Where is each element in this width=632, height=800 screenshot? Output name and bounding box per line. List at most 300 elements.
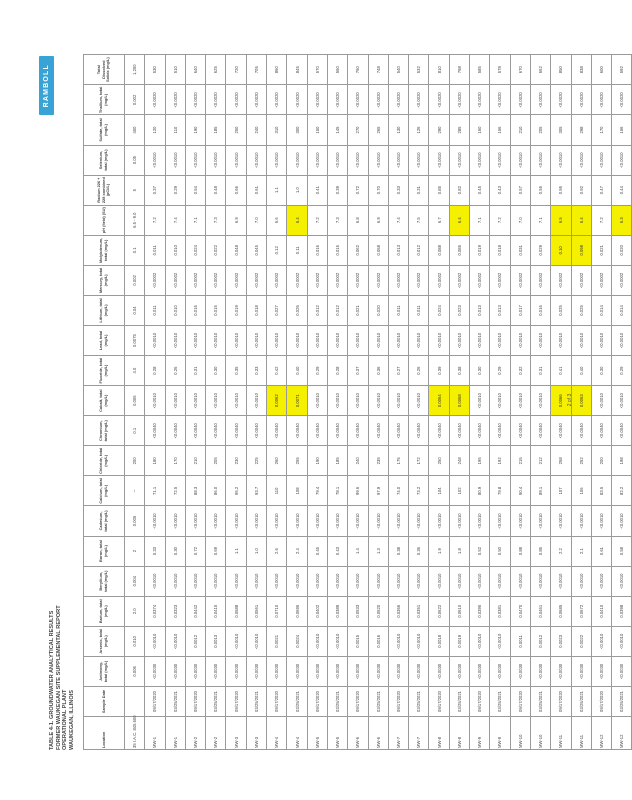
column-header: Lithium, total (mg/L): [84, 295, 125, 325]
table-cell: 6.9: [368, 205, 388, 235]
table-cell: <0.0010: [571, 145, 591, 175]
table-cell: <0.0010: [287, 566, 307, 596]
table-cell: 09/17/2020: [551, 686, 571, 716]
table-cell: 0.0075: [125, 325, 145, 355]
table-cell: 1,200: [125, 55, 145, 85]
table-cell: 250: [226, 115, 246, 145]
table-cell: 748: [368, 55, 388, 85]
table-cell: 0.026: [287, 295, 307, 325]
table-cell: 0.0410: [591, 596, 611, 626]
table-cell: 145: [327, 115, 347, 145]
table-cell: 0.022: [206, 235, 226, 265]
table-cell: 0.31: [185, 356, 205, 386]
table-cell: 190: [185, 115, 205, 145]
table-cell: 205: [206, 446, 226, 476]
table-cell: 0.32: [510, 356, 530, 386]
table-row: [429, 55, 449, 750]
table-cell: MW-5: [307, 717, 327, 750]
table-cell: 0.018: [490, 235, 510, 265]
table-cell: 0.088: [429, 235, 449, 265]
table-cell: 09/17/2020: [591, 686, 611, 716]
table-cell: <0.0040: [246, 416, 266, 446]
table-cell: 0.025: [551, 295, 571, 325]
table-cell: 0.0063: [571, 386, 591, 416]
table-cell: 0.38: [449, 356, 469, 386]
table-cell: <0.0030: [612, 656, 632, 686]
title-line: FORMER WAUKEGAN SITE SUPPLEMENTAL REPORT: [55, 605, 62, 750]
table-cell: <0.0020: [165, 85, 185, 115]
column-header: Arsenic, total (mg/L): [84, 626, 125, 656]
table-cell: <0.0010: [490, 325, 510, 355]
table-title-block: [49, 605, 75, 750]
table-cell: <0.0040: [307, 416, 327, 446]
table-cell: <0.0020: [206, 85, 226, 115]
table-cell: 120: [145, 115, 165, 145]
table-cell: 0.0011: [510, 626, 530, 656]
table-cell: 0.58: [612, 536, 632, 566]
table-cell: <0.0010: [571, 506, 591, 536]
table-cell: <0.0010: [206, 566, 226, 596]
table-cell: 0.0610: [449, 596, 469, 626]
table-cell: <0.0040: [185, 416, 205, 446]
table-cell: 72.5: [165, 476, 185, 506]
table-cell: 0.011: [145, 295, 165, 325]
table-cell: <0.0002: [388, 265, 408, 295]
table-cell: 0.45: [307, 536, 327, 566]
table-cell: <0.0010: [510, 325, 530, 355]
table-cell: <0.0010: [206, 145, 226, 175]
table-cell: <0.0040: [368, 416, 388, 446]
table-cell: 6.4: [287, 205, 307, 235]
table-cell: <0.0010: [470, 145, 490, 175]
table-cell: <0.0010: [612, 386, 632, 416]
table-row: [368, 55, 388, 750]
table-cell: 0.48: [206, 175, 226, 205]
table-cell: 0.005: [125, 506, 145, 536]
table-cell: 0.12: [267, 235, 287, 265]
table-cell: 6.3: [612, 205, 632, 235]
table-cell: 172: [409, 446, 429, 476]
table-cell: <0.0010: [348, 506, 368, 536]
table-row: [307, 55, 327, 750]
table-cell: <0.0002: [429, 265, 449, 295]
table-cell: 0.019: [470, 235, 490, 265]
table-cell: 600: [591, 55, 611, 85]
table-cell: <0.0010: [165, 506, 185, 536]
table-cell: 0.0071: [287, 386, 307, 416]
table-cell: 0.1: [125, 235, 145, 265]
table-cell: 0.0561: [246, 596, 266, 626]
table-cell: 0.0520: [368, 596, 388, 626]
table-cell: <0.0010: [368, 506, 388, 536]
table-cell: <0.0010: [510, 386, 530, 416]
table-cell: 192: [490, 446, 510, 476]
table-cell: 170: [591, 115, 611, 145]
table-cell: <0.0002: [368, 265, 388, 295]
table-cell: <0.0010: [530, 145, 550, 175]
table-cell: MW-11: [551, 717, 571, 750]
table-cell: 560: [327, 55, 347, 85]
table-cell: 300: [287, 115, 307, 145]
table-cell: <0.0010: [551, 325, 571, 355]
table-cell: 0.098: [571, 235, 591, 265]
column-header: Thallium, total (mg/L): [84, 85, 125, 115]
table-cell: 170: [165, 446, 185, 476]
table-cell: 0.085: [449, 235, 469, 265]
table-cell: 2.0: [125, 596, 145, 626]
table-cell: 0.010: [165, 235, 185, 265]
table-cell: <0.0010: [206, 325, 226, 355]
table-cell: <0.0002: [530, 265, 550, 295]
table-cell: 0.33: [388, 175, 408, 205]
column-header: Calcium, total (mg/L): [84, 476, 125, 506]
table-cell: <0.0010: [145, 325, 165, 355]
table-cell: 0.31: [409, 175, 429, 205]
title-line: OPERATIONAL PLANT: [62, 689, 69, 750]
table-cell: 0.014: [612, 295, 632, 325]
table-cell: 0.012: [307, 295, 327, 325]
table-cell: <0.0002: [348, 265, 368, 295]
table-cell: 7.0: [246, 205, 266, 235]
table-cell: 78.1: [327, 476, 347, 506]
table-cell: 2.4: [287, 536, 307, 566]
table-cell: 156: [490, 115, 510, 145]
table-cell: <0.0020: [409, 85, 429, 115]
table-cell: <0.0020: [551, 85, 571, 115]
table-cell: 108: [287, 476, 307, 506]
table-cell: 1.0: [287, 175, 307, 205]
table-cell: 0.57: [510, 175, 530, 205]
table-cell: 0.36: [409, 536, 429, 566]
table-cell: <0.0010: [267, 325, 287, 355]
table-cell: 35 I.A.C. 845.600: [125, 717, 145, 750]
table-cell: <0.0030: [449, 656, 469, 686]
table-cell: <0.0040: [287, 416, 307, 446]
table-cell: 89.1: [530, 476, 550, 506]
table-cell: <0.0010: [185, 386, 205, 416]
table-row: [530, 55, 550, 750]
table-cell: <0.0010: [327, 325, 347, 355]
table-cell: <0.0040: [206, 416, 226, 446]
table-cell: <0.0010: [612, 566, 632, 596]
table-row: [470, 55, 490, 750]
table-cell: <0.0010: [409, 506, 429, 536]
table-cell: <0.0002: [206, 265, 226, 295]
table-cell: <0.0010: [165, 386, 185, 416]
table-cell: 0.55: [530, 175, 550, 205]
table-cell: 0.0402: [307, 596, 327, 626]
table-cell: 0.0015: [348, 626, 368, 656]
table-cell: <0.0010: [388, 626, 408, 656]
table-cell: 2.1: [571, 536, 591, 566]
table-cell: 305: [551, 115, 571, 145]
table-cell: 09/17/2020: [470, 686, 490, 716]
table-cell: <0.0002: [246, 265, 266, 295]
table-cell: <0.0010: [145, 566, 165, 596]
table-cell: <0.0030: [327, 656, 347, 686]
table-cell: <0.0010: [307, 506, 327, 536]
table-row: [510, 55, 530, 750]
table-cell: <0.0030: [368, 656, 388, 686]
table-cell: 0.29: [612, 356, 632, 386]
table-cell: <0.0030: [267, 656, 287, 686]
table-cell: 185: [206, 115, 226, 145]
table-cell: <0.0010: [246, 325, 266, 355]
title-line: WAUKEGAN, ILLINOIS: [68, 690, 75, 750]
table-cell: <0.0010: [449, 145, 469, 175]
table-cell: <0.0010: [165, 626, 185, 656]
table-cell: <0.0010: [348, 325, 368, 355]
column-header: pH (field) (SU): [84, 205, 125, 235]
ramboll-logo: RAMBOLL: [39, 56, 54, 115]
table-cell: 0.013: [490, 295, 510, 325]
table-cell: MW-9: [470, 717, 490, 750]
column-header: Chromium, total (mg/L): [84, 416, 125, 446]
table-cell: 6.4: [571, 205, 591, 235]
table-cell: 0.61: [246, 175, 266, 205]
groundwater-results-table: [83, 54, 632, 750]
table-cell: <0.0010: [470, 566, 490, 596]
table-cell: MW-1: [145, 717, 165, 750]
table-cell: 0.015: [327, 235, 347, 265]
table-cell: 248: [449, 446, 469, 476]
table-cell: <0.0010: [327, 506, 347, 536]
table-cell: 212: [530, 446, 550, 476]
table-cell: <0.0010: [530, 566, 550, 596]
table-cell: <0.0010: [510, 145, 530, 175]
table-cell: 0.33: [145, 536, 165, 566]
table-cell: <0.0010: [409, 145, 429, 175]
table-cell: 104: [429, 476, 449, 506]
table-cell: 845: [287, 55, 307, 85]
table-cell: 09/17/2020: [388, 686, 408, 716]
table-cell: <0.0040: [591, 416, 611, 446]
table-cell: 640: [185, 55, 205, 85]
table-cell: <0.0040: [551, 416, 571, 446]
column-header: Sulfate, total (mg/L): [84, 115, 125, 145]
title-line: TABLE 4-1. GROUNDWATER ANALYTICAL RESULTS: [49, 610, 55, 750]
table-cell: <0.0030: [409, 656, 429, 686]
table-cell: <0.0020: [267, 85, 287, 115]
table-cell: <0.0010: [591, 566, 611, 596]
column-header: Lead, total (mg/L): [84, 325, 125, 355]
table-cell: 860: [267, 55, 287, 85]
table-cell: <0.0010: [591, 145, 611, 175]
table-cell: <0.0010: [551, 145, 571, 175]
table-cell: MW-2: [206, 717, 226, 750]
table-cell: <0.0040: [165, 416, 185, 446]
table-cell: 0.020: [368, 295, 388, 325]
table-cell: <0.0010: [246, 566, 266, 596]
table-cell: 0.0533: [348, 596, 368, 626]
column-header: Molybdenum, total (mg/L): [84, 235, 125, 265]
table-cell: 1.1: [226, 536, 246, 566]
table-cell: <0.0010: [429, 566, 449, 596]
table-cell: 0.50: [490, 536, 510, 566]
table-row: [246, 55, 266, 750]
table-cell: 298: [571, 115, 591, 145]
table-cell: 106: [571, 476, 591, 506]
table-cell: 285: [449, 115, 469, 145]
table-cell: 03/25/2021: [246, 686, 266, 716]
table-cell: 210: [510, 115, 530, 145]
table-cell: 7.4: [388, 205, 408, 235]
table-header-row: [84, 55, 125, 750]
table-cell: 09/17/2020: [429, 686, 449, 716]
table-cell: 260: [267, 446, 287, 476]
table-cell: MW-3: [226, 717, 246, 750]
table-cell: 0.1: [125, 416, 145, 446]
table-cell: 79.4: [307, 476, 327, 506]
table-cell: 03/25/2021: [368, 686, 388, 716]
column-header: Cobalt, total (mg/L): [84, 386, 125, 416]
table-cell: <0.0010: [470, 506, 490, 536]
table-cell: 0.43: [327, 536, 347, 566]
table-cell: 592: [612, 55, 632, 85]
table-row: [165, 55, 185, 750]
table-cell: 7.2: [591, 205, 611, 235]
table-cell: <0.0002: [591, 265, 611, 295]
table-cell: 0.0622: [429, 596, 449, 626]
table-cell: 240: [246, 115, 266, 145]
table-cell: 71.1: [145, 476, 165, 506]
table-cell: --: [125, 476, 145, 506]
table-cell: <0.0020: [246, 85, 266, 115]
table-cell: 0.013: [470, 295, 490, 325]
table-cell: 126: [409, 115, 429, 145]
table-row: [185, 55, 205, 750]
table-cell: 0.010: [125, 626, 145, 656]
table-cell: <0.0030: [470, 656, 490, 686]
table-cell: 0.012: [409, 235, 429, 265]
column-header: Radium 226 + 228 combined (pCi/L): [84, 175, 125, 205]
table-cell: 670: [510, 55, 530, 85]
table-cell: 195: [470, 446, 490, 476]
table-cell: 0.017: [510, 295, 530, 325]
table-cell: MW-12: [591, 717, 611, 750]
table-cell: 99.6: [348, 476, 368, 506]
table-cell: <0.0010: [287, 325, 307, 355]
table-row: [449, 55, 469, 750]
table-cell: MW-11: [571, 717, 591, 750]
table-cell: <0.0002: [226, 265, 246, 295]
table-cell: <0.0030: [388, 656, 408, 686]
table-cell: <0.0010: [409, 386, 429, 416]
table-cell: 0.031: [510, 235, 530, 265]
table-cell: <0.0010: [206, 386, 226, 416]
table-cell: 7.3: [206, 205, 226, 235]
table-cell: <0.0010: [368, 566, 388, 596]
table-cell: 215: [510, 446, 530, 476]
table-cell: 0.004: [125, 566, 145, 596]
table-cell: <0.0040: [449, 416, 469, 446]
table-cell: 2: [125, 536, 145, 566]
table-cell: <0.0020: [510, 85, 530, 115]
table-cell: <0.0010: [165, 145, 185, 175]
table-cell: 80.9: [470, 476, 490, 506]
table-cell: 0.016: [530, 295, 550, 325]
table-cell: 107: [551, 476, 571, 506]
table-cell: <0.0010: [591, 325, 611, 355]
table-cell: 0.0021: [267, 626, 287, 656]
table-cell: 625: [206, 55, 226, 85]
table-cell: 532: [409, 55, 429, 85]
table-cell: 0.47: [591, 175, 611, 205]
table-cell: 130: [388, 115, 408, 145]
table-cell: 86.0: [206, 476, 226, 506]
table-cell: 0.04: [125, 295, 145, 325]
table-row: [287, 55, 307, 750]
table-cell: 0.43: [490, 175, 510, 205]
table-cell: <0.0010: [388, 506, 408, 536]
table-cell: 258: [551, 446, 571, 476]
column-header: Chloride, total (mg/L): [84, 446, 125, 476]
standards-row: [125, 55, 145, 750]
table-cell: <0.0010: [409, 325, 429, 355]
column-header: Antimony, total (mg/L): [84, 656, 125, 686]
table-cell: 0.39: [429, 356, 449, 386]
table-cell: <0.0030: [246, 656, 266, 686]
table-cell: 0.0381: [490, 596, 510, 626]
table-cell: <0.0010: [226, 325, 246, 355]
table-cell: 0.82: [449, 175, 469, 205]
table-cell: 310: [267, 115, 287, 145]
table-cell: 0.39: [327, 175, 347, 205]
table-cell: <0.0002: [185, 265, 205, 295]
table-cell: <0.0020: [388, 85, 408, 115]
column-header: Selenium, total (mg/L): [84, 145, 125, 175]
table-cell: 03/25/2021: [327, 686, 347, 716]
table-cell: 0.0695: [287, 596, 307, 626]
table-cell: 0.10: [551, 235, 571, 265]
table-cell: <0.0010: [409, 626, 429, 656]
table-cell: MW-4: [267, 717, 287, 750]
table-cell: <0.0010: [327, 386, 347, 416]
table-cell: 0.019: [226, 295, 246, 325]
table-cell: 530: [145, 55, 165, 85]
table-cell: <0.0040: [612, 416, 632, 446]
table-cell: <0.0010: [226, 566, 246, 596]
table-cell: <0.0010: [490, 145, 510, 175]
table-cell: <0.0020: [307, 85, 327, 115]
table-cell: 0.30: [470, 356, 490, 386]
table-cell: 1.8: [449, 536, 469, 566]
table-cell: <0.0020: [490, 85, 510, 115]
table-cell: 0.40: [287, 356, 307, 386]
table-cell: 0.006: [125, 656, 145, 686]
table-cell: 0.28: [145, 356, 165, 386]
table-row: [226, 55, 246, 750]
table-cell: 2.6: [267, 536, 287, 566]
table-cell: 0.28: [327, 356, 347, 386]
table-cell: 0.40: [571, 356, 591, 386]
table-cell: 0.54: [185, 175, 205, 205]
table-cell: <0.0020: [530, 85, 550, 115]
table-cell: <0.0040: [510, 416, 530, 446]
table-cell: 0.0366: [388, 596, 408, 626]
table-cell: 0.021: [591, 235, 611, 265]
table-cell: 760: [348, 55, 368, 85]
table-cell: <0.0002: [409, 265, 429, 295]
table-cell: 5: [125, 175, 145, 205]
table-cell: <0.0010: [429, 506, 449, 536]
table-cell: 0.0013: [206, 626, 226, 656]
table-cell: <0.0010: [287, 506, 307, 536]
table-cell: <0.0030: [185, 656, 205, 686]
table-cell: 0.31: [530, 356, 550, 386]
table-cell: 0.0415: [206, 596, 226, 626]
table-cell: <0.0010: [165, 566, 185, 596]
